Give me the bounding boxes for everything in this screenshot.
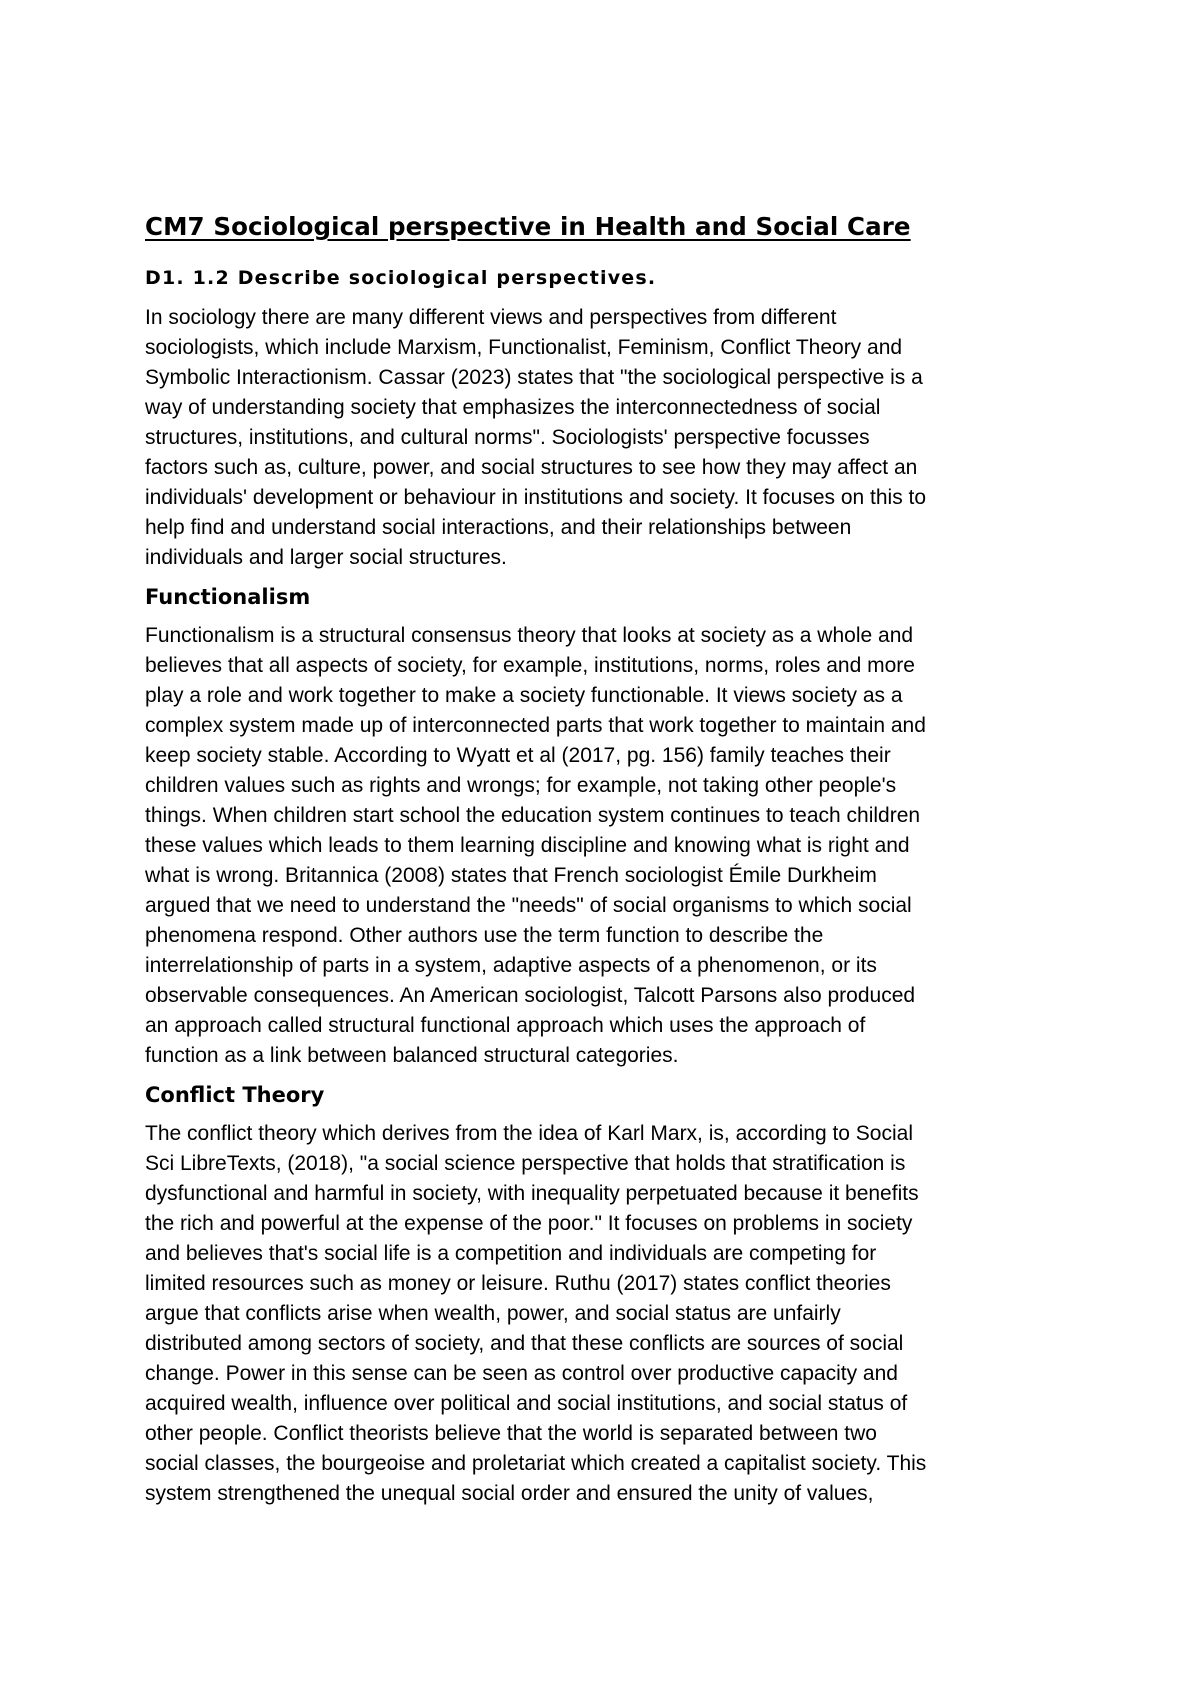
section-heading-functionalism: Functionalism: [145, 585, 311, 609]
paragraph-line: Functionalism is a structural consensus theory that looks at society as a whole and: [145, 624, 914, 647]
paragraph-line: factors such as, culture, power, and social structures to see how they may affect an: [145, 456, 918, 479]
paragraph-line: way of understanding society that emphasizes the interconnectedness of social: [145, 396, 881, 419]
document-title: CM7 Sociological perspective in Health and Social Care: [145, 212, 911, 241]
paragraph-line: these values which leads to them learning discipline and knowing what is right and: [145, 834, 910, 857]
paragraph-line: In sociology there are many different views and perspectives from different: [145, 306, 837, 329]
paragraph-line: observable consequences. An American sociologist, Talcott Parsons also produced: [145, 984, 916, 1007]
paragraph-line: system strengthened the unequal social order and ensured the unity of values,: [145, 1482, 874, 1505]
paragraph-line: the rich and powerful at the expense of the poor." It focuses on problems in society: [145, 1212, 913, 1235]
paragraph-line: things. When children start school the education system continues to teach children: [145, 804, 921, 827]
paragraph-line: an approach called structural functional approach which uses the approach of: [145, 1014, 866, 1037]
paragraph-line: argue that conflicts arise when wealth, power, and social status are unfairly: [145, 1302, 841, 1325]
document-subtitle: D1. 1.2 Describe sociological perspectives.: [145, 267, 657, 289]
paragraph-line: play a role and work together to make a society functionable. It views society as a: [145, 684, 903, 707]
paragraph-line: argued that we need to understand the "needs" of social organisms to which social: [145, 894, 912, 917]
intro-paragraph: [145, 303, 1055, 573]
functionalism-paragraph: [145, 621, 1055, 1071]
paragraph-line: change. Power in this sense can be seen as control over productive capacity and: [145, 1362, 898, 1385]
paragraph-line: individuals and larger social structures.: [145, 546, 507, 569]
paragraph-line: sociologists, which include Marxism, Functionalist, Feminism, Conflict Theory and: [145, 336, 903, 359]
paragraph-line: distributed among sectors of society, and that these conflicts are sources of social: [145, 1332, 904, 1355]
document-page: [145, 200, 1055, 1521]
paragraph-line: complex system made up of interconnected parts that work together to maintain and: [145, 714, 926, 737]
section-heading-conflict-theory: Conflict Theory: [145, 1083, 325, 1107]
paragraph-line: social classes, the bourgeoise and proletariat which created a capitalist society. This: [145, 1452, 927, 1475]
paragraph-line: The conflict theory which derives from the idea of Karl Marx, is, according to Social: [145, 1122, 913, 1145]
paragraph-line: children values such as rights and wrongs; for example, not taking other people's: [145, 774, 897, 797]
paragraph-line: phenomena respond. Other authors use the term function to describe the: [145, 924, 824, 947]
paragraph-line: function as a link between balanced structural categories.: [145, 1044, 679, 1067]
paragraph-line: other people. Conflict theorists believe that the world is separated between two: [145, 1422, 877, 1445]
paragraph-line: what is wrong. Britannica (2008) states that French sociologist Émile Durkheim: [145, 864, 877, 887]
conflict-theory-paragraph: [145, 1119, 1055, 1509]
paragraph-line: acquired wealth, influence over political and social institutions, and social status of: [145, 1392, 908, 1415]
paragraph-line: limited resources such as money or leisure. Ruthu (2017) states conflict theories: [145, 1272, 891, 1295]
paragraph-line: keep society stable. According to Wyatt et al (2017, pg. 156) family teaches their: [145, 744, 891, 767]
paragraph-line: dysfunctional and harmful in society, with inequality perpetuated because it benefits: [145, 1182, 919, 1205]
paragraph-line: Symbolic Interactionism. Cassar (2023) states that "the sociological perspective is a: [145, 366, 923, 389]
paragraph-line: believes that all aspects of society, for example, institutions, norms, roles and more: [145, 654, 915, 677]
paragraph-line: and believes that's social life is a competition and individuals are competing for: [145, 1242, 877, 1265]
paragraph-line: interrelationship of parts in a system, adaptive aspects of a phenomenon, or its: [145, 954, 877, 977]
paragraph-line: structures, institutions, and cultural norms". Sociologists' perspective focusses: [145, 426, 870, 449]
paragraph-line: help find and understand social interactions, and their relationships between: [145, 516, 852, 539]
paragraph-line: Sci LibreTexts, (2018), "a social science perspective that holds that stratification is: [145, 1152, 906, 1175]
paragraph-line: individuals' development or behaviour in institutions and society. It focuses on this to: [145, 486, 927, 509]
